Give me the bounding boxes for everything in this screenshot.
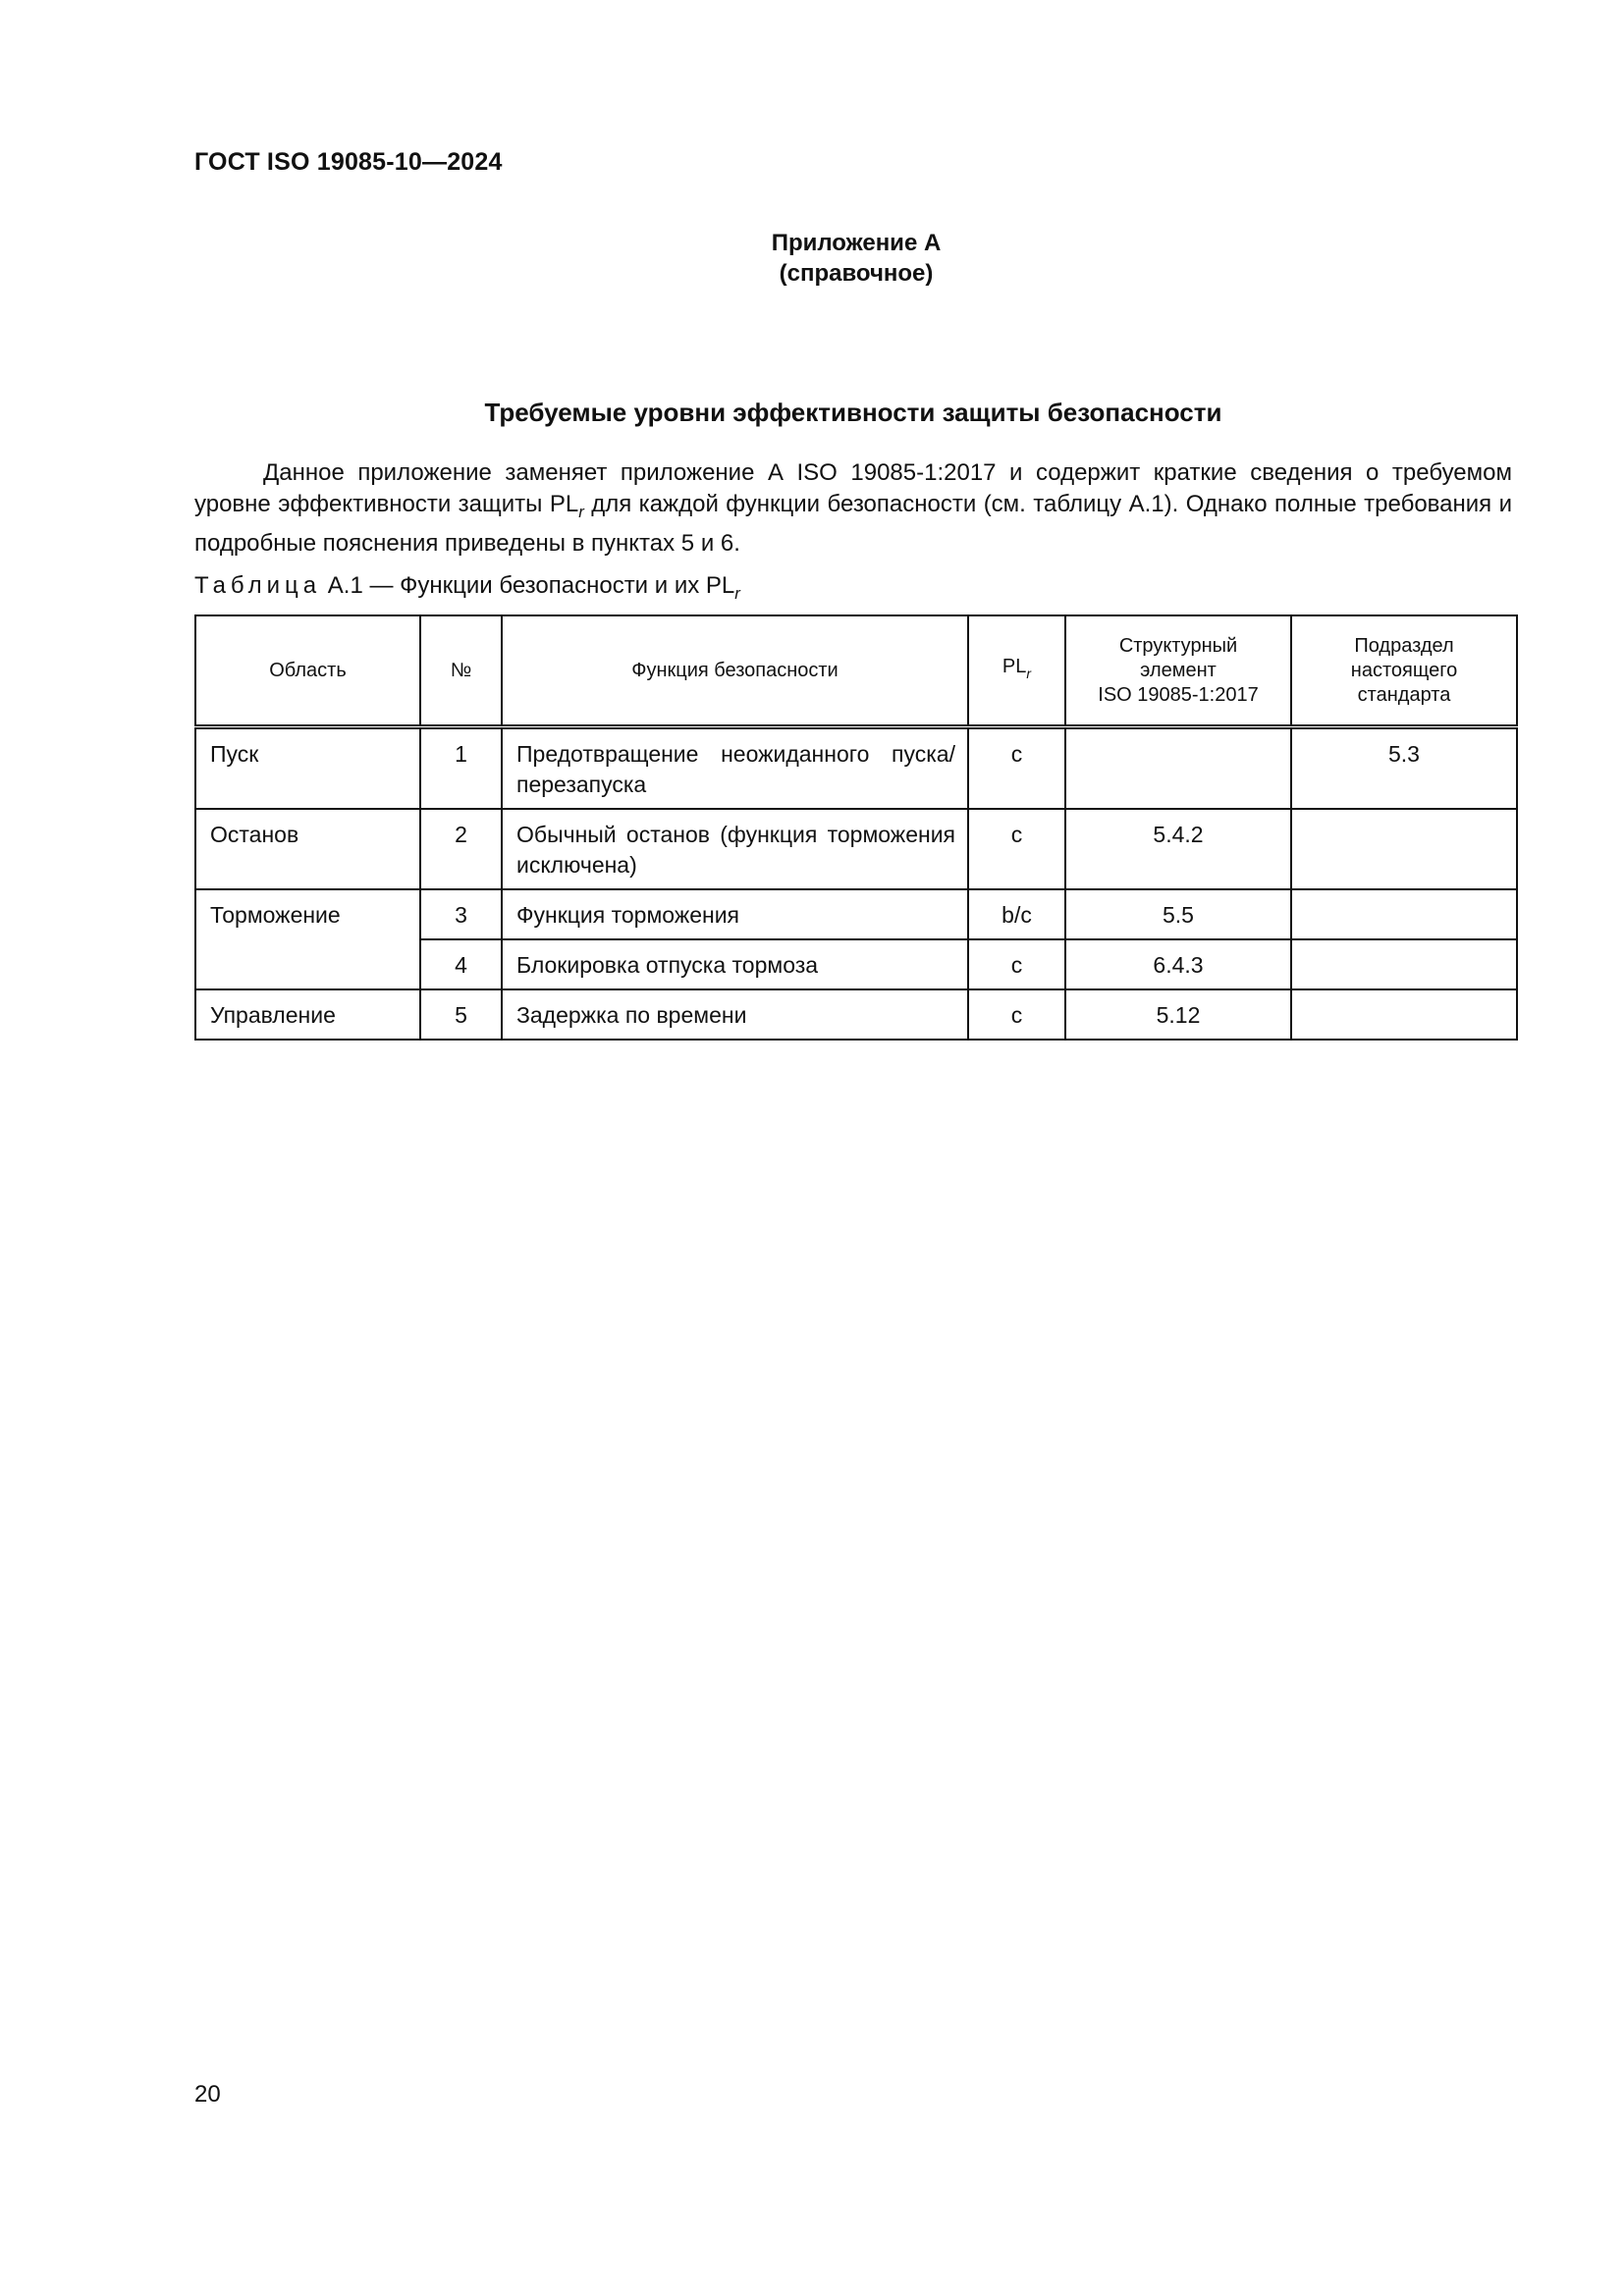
header-num: № (420, 615, 502, 727)
cell-structural: 5.4.2 (1065, 809, 1291, 889)
table-caption (194, 572, 740, 604)
cell-function: Задержка по времени (502, 989, 968, 1040)
document-header: ГОСТ ISO 19085-10—2024 (194, 148, 503, 176)
header-function: Функция безопасности (502, 615, 968, 727)
table-row (195, 809, 1517, 889)
table-row (195, 889, 1517, 939)
cell-subsection (1291, 939, 1517, 989)
header-subsection-line2: настоящего (1350, 659, 1458, 681)
header-structural-line3: ISO 19085-1:2017 (1098, 683, 1259, 706)
table-row (195, 989, 1517, 1040)
page-number: 20 (194, 2081, 221, 2108)
cell-subsection (1291, 889, 1517, 939)
cell-pl: c (968, 809, 1065, 889)
cell-function: Предотвращение неожиданного пуска/перезапуска (502, 727, 968, 810)
cell-area: Торможение (195, 889, 420, 989)
header-structural-line2: элемент (1140, 659, 1217, 681)
section-title: Требуемые уровни эффективности защиты безопасности (484, 398, 1222, 427)
intro-subscript: r (578, 503, 584, 521)
caption-subscript: r (734, 584, 740, 603)
header-subsection-line1: Подраздел (1354, 634, 1454, 657)
cell-num: 2 (420, 809, 502, 889)
intro-paragraph (194, 457, 1512, 560)
intro-text-2: для каждой функции безопасности (см. таблицу А.1). Однако полные требования и подробные пояснения приведены в пунктах 5 и 6. (194, 491, 1512, 557)
cell-pl: b/c (968, 889, 1065, 939)
cell-structural: 5.5 (1065, 889, 1291, 939)
cell-pl: c (968, 989, 1065, 1040)
annex-title: Приложение А (771, 230, 942, 256)
intro-text-1: Данное приложение заменяет приложение А ISO 19085-1:2017 и содержит краткие сведения о требуемом уровне эффективности защиты PL (194, 459, 1512, 517)
annex-subtitle: (справочное) (779, 260, 934, 287)
cell-area: Управление (195, 989, 420, 1040)
table-row (195, 727, 1517, 810)
cell-num: 3 (420, 889, 502, 939)
annex-heading (0, 228, 1624, 289)
cell-num: 5 (420, 989, 502, 1040)
header-subsection (1291, 615, 1517, 727)
cell-area: Пуск (195, 727, 420, 810)
caption-label: Таблица (194, 572, 322, 599)
cell-num: 4 (420, 939, 502, 989)
table-header-row (195, 615, 1517, 727)
cell-function: Функция торможения (502, 889, 968, 939)
cell-num: 1 (420, 727, 502, 810)
header-subsection-line3: стандарта (1357, 683, 1451, 706)
cell-pl: c (968, 939, 1065, 989)
header-pl-sub: r (1026, 666, 1032, 681)
cell-function: Блокировка отпуска тормоза (502, 939, 968, 989)
cell-subsection (1291, 989, 1517, 1040)
header-pl (968, 615, 1065, 727)
cell-function: Обычный останов (функция торможения исключена) (502, 809, 968, 889)
cell-structural (1065, 727, 1291, 810)
cell-subsection: 5.3 (1291, 727, 1517, 810)
header-structural (1065, 615, 1291, 727)
cell-subsection (1291, 809, 1517, 889)
cell-pl: c (968, 727, 1065, 810)
header-pl-text: PL (1001, 656, 1027, 677)
caption-text: А.1 — Функции безопасности и их PL (321, 572, 735, 599)
header-structural-line1: Структурный (1118, 634, 1238, 657)
header-area: Область (195, 615, 420, 727)
cell-structural: 5.12 (1065, 989, 1291, 1040)
cell-structural: 6.4.3 (1065, 939, 1291, 989)
safety-functions-table (194, 614, 1518, 1041)
cell-area: Останов (195, 809, 420, 889)
